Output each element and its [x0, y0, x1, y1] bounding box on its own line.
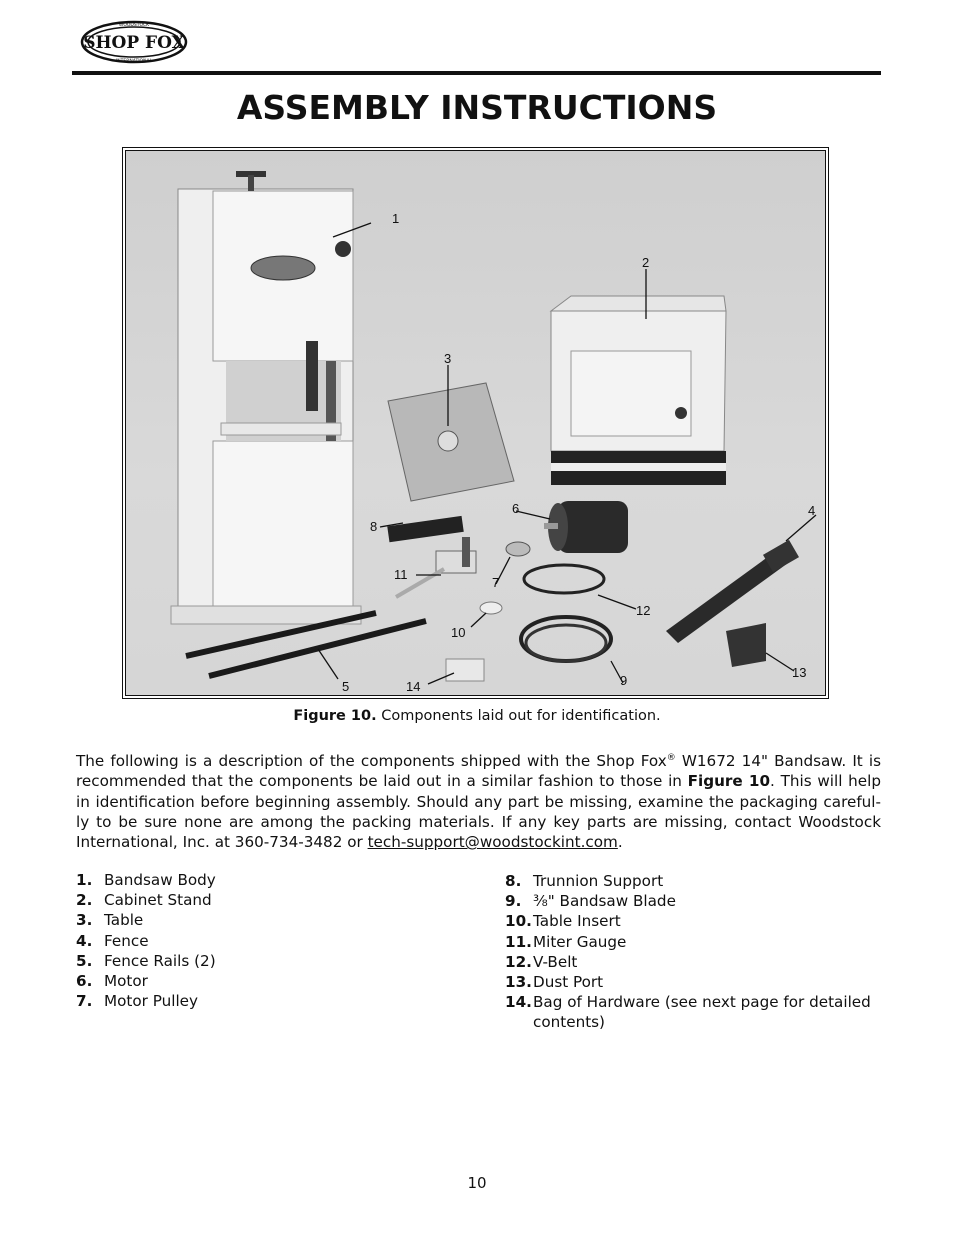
callout-8: 8	[370, 519, 378, 534]
bandsaw-body-illustration	[171, 171, 361, 624]
logo-text: SHOP FOX	[83, 33, 185, 53]
page-title: ASSEMBLY INSTRUCTIONS	[236, 88, 718, 127]
miter-gauge-illustration	[396, 537, 476, 597]
caption-text: Components laid out for identification.	[376, 708, 661, 724]
callout-3: 3	[444, 351, 452, 366]
pulley-illustration	[506, 542, 530, 556]
list-item: 10. Table Insert	[505, 912, 621, 931]
figure-caption	[0, 708, 954, 724]
list-item: 3. Table	[76, 911, 144, 930]
logo-arc-top: WOODSTOCK	[118, 23, 150, 28]
callout-1: 1	[392, 211, 400, 226]
list-item: 11. Miter Gauge	[505, 932, 627, 951]
registered-mark: ®	[666, 753, 676, 763]
callout-11: 11	[394, 567, 408, 582]
page-number: 10	[467, 1174, 487, 1192]
dust-port-illustration	[726, 623, 766, 667]
support-email-link[interactable]: tech-support@woodstockint.com	[367, 833, 618, 852]
logo-arc-bottom: INTERNATIONAL	[115, 59, 153, 64]
hardware-bag-illustration	[446, 659, 484, 681]
components-photo	[125, 150, 826, 696]
components-list-right	[505, 871, 881, 1033]
figure-reference: Figure 10	[687, 772, 771, 791]
callout-12: 12	[636, 603, 651, 618]
list-item: 1. Bandsaw Body	[76, 871, 216, 889]
list-item: 8. Trunnion Support	[505, 872, 664, 890]
callout-13: 13	[792, 665, 807, 680]
callout-6: 6	[512, 501, 520, 516]
components-list-left	[76, 870, 456, 1011]
callout-2: 2	[642, 255, 650, 270]
list-item: 7. Motor Pulley	[76, 992, 199, 1011]
shop-fox-logo	[80, 18, 190, 66]
callout-4: 4	[808, 503, 816, 518]
list-item: 2. Cabinet Stand	[76, 891, 212, 910]
callout-14: 14	[406, 679, 421, 694]
caption-label: Figure 10.	[293, 708, 377, 724]
callout-10: 10	[451, 625, 466, 640]
list-item: 9. ³⁄₈" Bandsaw Blade	[505, 892, 676, 911]
callout-7: 7	[492, 575, 500, 590]
trunnion-illustration	[387, 516, 463, 542]
list-item: 5. Fence Rails (2)	[76, 951, 216, 970]
table-insert-illustration	[480, 602, 502, 614]
list-item: 6. Motor	[76, 972, 148, 991]
cabinet-stand-illustration	[551, 296, 726, 485]
fence-illustration	[666, 540, 799, 643]
intro-part4: .	[617, 833, 623, 852]
intro-part2: W1672 14" Bandsaw. It is recommended that the components be laid out in a similar fashion to those in	[76, 752, 882, 791]
intro-part1: The following is a description of the components shipped with the Shop Fox	[76, 752, 667, 771]
header-rule	[72, 71, 881, 75]
list-item: 14. Bag of Hardware (see next page for detailed contents)	[505, 993, 871, 1032]
callout-9: 9	[620, 673, 628, 688]
list-item: 4. Fence	[76, 931, 149, 950]
intro-part3: . This will help in identification before beginning assembly. Should any part be missing, examine the packaging careful-ly to be sure none are among the packing materials. If any key parts are missing, contact Woodstock International, Inc. at 360-734-3482 or	[76, 772, 881, 852]
intro-paragraph	[76, 748, 881, 853]
list-item: 13. Dust Port	[505, 973, 604, 992]
callout-5: 5	[342, 679, 350, 694]
list-item: 12. V-Belt	[505, 952, 578, 971]
figure-10	[122, 147, 829, 699]
motor-illustration	[544, 501, 628, 553]
v-belt-illustration	[524, 565, 604, 593]
